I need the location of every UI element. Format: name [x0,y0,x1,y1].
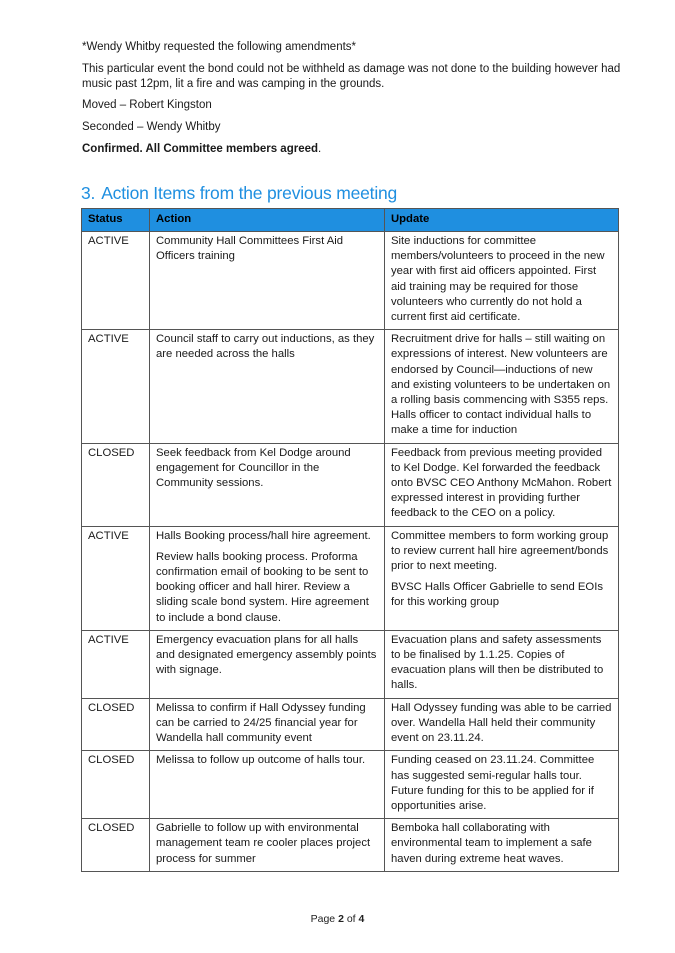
page-number: 2 [338,913,344,925]
table-body [82,232,619,872]
amendment-text-end: , lit a fire and was camping in the grounds. [168,78,385,90]
update-cell [385,443,619,526]
update-cell [385,819,619,872]
table-row [82,819,619,872]
update-text: Committee members to form working group to review current hall hire agreement/bonds prior to next meeting. [391,529,609,573]
amendment-time: 12pm [140,78,169,90]
update-text: Evacuation plans and safety assessments to be finalised by 1.1.25. Copies of evacuation plans will then be distributed to halls. [391,633,604,692]
action-cell [150,330,385,443]
table-row [82,630,619,698]
action-text: Melissa to follow up outcome of halls tour. [156,754,366,767]
moved-line: Moved – Robert Kingston [82,99,212,111]
status-cell: CLOSED [82,819,150,872]
action-text: Halls Booking process/hall hire agreement. [156,529,371,542]
action-text: Gabrielle to follow up with environmental management team re cooler places project process for summer [156,822,371,865]
section-heading [81,183,397,204]
action-text: Review halls booking process. Proforma confirmation email of booking to be sent to booking officer and hall hirer. Review a sliding scale bond system. Hire agreement to include a bond clause. [156,550,369,624]
amendment-text [82,62,622,92]
header-status: Status [82,209,150,232]
update-cell [385,751,619,819]
update-text: Funding ceased on 23.11.24. Committee has suggested semi-regular halls tour. Future funding for this to be applied for if opportunities arise. [391,754,595,812]
action-cell [150,232,385,330]
action-cell [150,443,385,526]
section-title: Action Items from the previous meeting [101,183,398,203]
table-row [82,232,619,330]
action-text: Melissa to confirm if Hall Odyssey funding can be carried to 24/25 financial year for Wandella hall community event [156,701,366,745]
action-cell [150,630,385,698]
update-text: Recruitment drive for halls – still waiting on expressions of interest. New volunteers are endorsed by Council—inductions of new and existing volunteers to be undertaken on a rolling basis commencing with S355 reps. Halls officer to contact individual halls to make a time for induction [391,333,611,437]
table-row [82,443,619,526]
status-cell: CLOSED [82,698,150,751]
amendment-note: *Wendy Whitby requested the following amendments* [82,41,357,53]
update-text: Site inductions for committee members/volunteers to proceed in the new year with first aid officers appointed. First aid training may be required for those volunteers who currently do not hold a current first aid certificate. [391,235,605,324]
update-text: BVSC Halls Officer Gabrielle to send EOIs for this working group [391,581,604,609]
table-row [82,330,619,443]
table-row [82,698,619,751]
amendment-text-start: This particular event the bond could not be withheld as damage was not done to the building however had music past [82,63,621,90]
update-cell [385,232,619,330]
header-action: Action [150,209,385,232]
confirmed-line [82,142,321,157]
update-cell [385,330,619,443]
action-cell [150,698,385,751]
status-cell: CLOSED [82,443,150,526]
update-cell [385,698,619,751]
action-cell [150,819,385,872]
action-items-table [81,208,619,872]
of-label: of [346,913,356,925]
status-cell: ACTIVE [82,232,150,330]
confirmed-period: . [318,143,322,155]
update-text: Hall Odyssey funding was able to be carried over. Wandella Hall held their community event on 23.11.24. [391,701,612,745]
update-cell [385,630,619,698]
status-cell: ACTIVE [82,330,150,443]
update-text: Feedback from previous meeting provided to Kel Dodge. Kel forwarded the feedback onto BVSC CEO Anthony McMahon. Robert expressed interest in providing further feedback to the CEO on a policy. [391,446,612,520]
seconded-line: Seconded – Wendy Whitby [82,121,221,133]
action-text: Seek feedback from Kel Dodge around engagement for Councillor in the Community sessions. [156,446,351,490]
status-cell: ACTIVE [82,526,150,630]
action-text: Community Hall Committees First Aid Officers training [156,235,344,263]
page-label: Page [310,913,336,925]
table-row [82,751,619,819]
confirmed-text: Confirmed. All Committee members agreed [82,143,319,155]
action-text: Council staff to carry out inductions, as they are needed across the halls [156,333,375,361]
section-number: 3. [81,183,96,203]
status-cell: ACTIVE [82,630,150,698]
table-row [82,526,619,630]
update-text: Bemboka hall collaborating with environmental team to implement a safe haven during extreme heat waves. [391,822,592,865]
update-cell [385,526,619,630]
action-cell [150,751,385,819]
page-total: 4 [358,913,365,925]
status-cell: CLOSED [82,751,150,819]
action-text: Emergency evacuation plans for all halls and designated emergency assembly points with signage. [156,633,377,677]
page-footer [0,913,675,925]
table-header-row [82,209,619,232]
action-cell [150,526,385,630]
header-update: Update [385,209,619,232]
